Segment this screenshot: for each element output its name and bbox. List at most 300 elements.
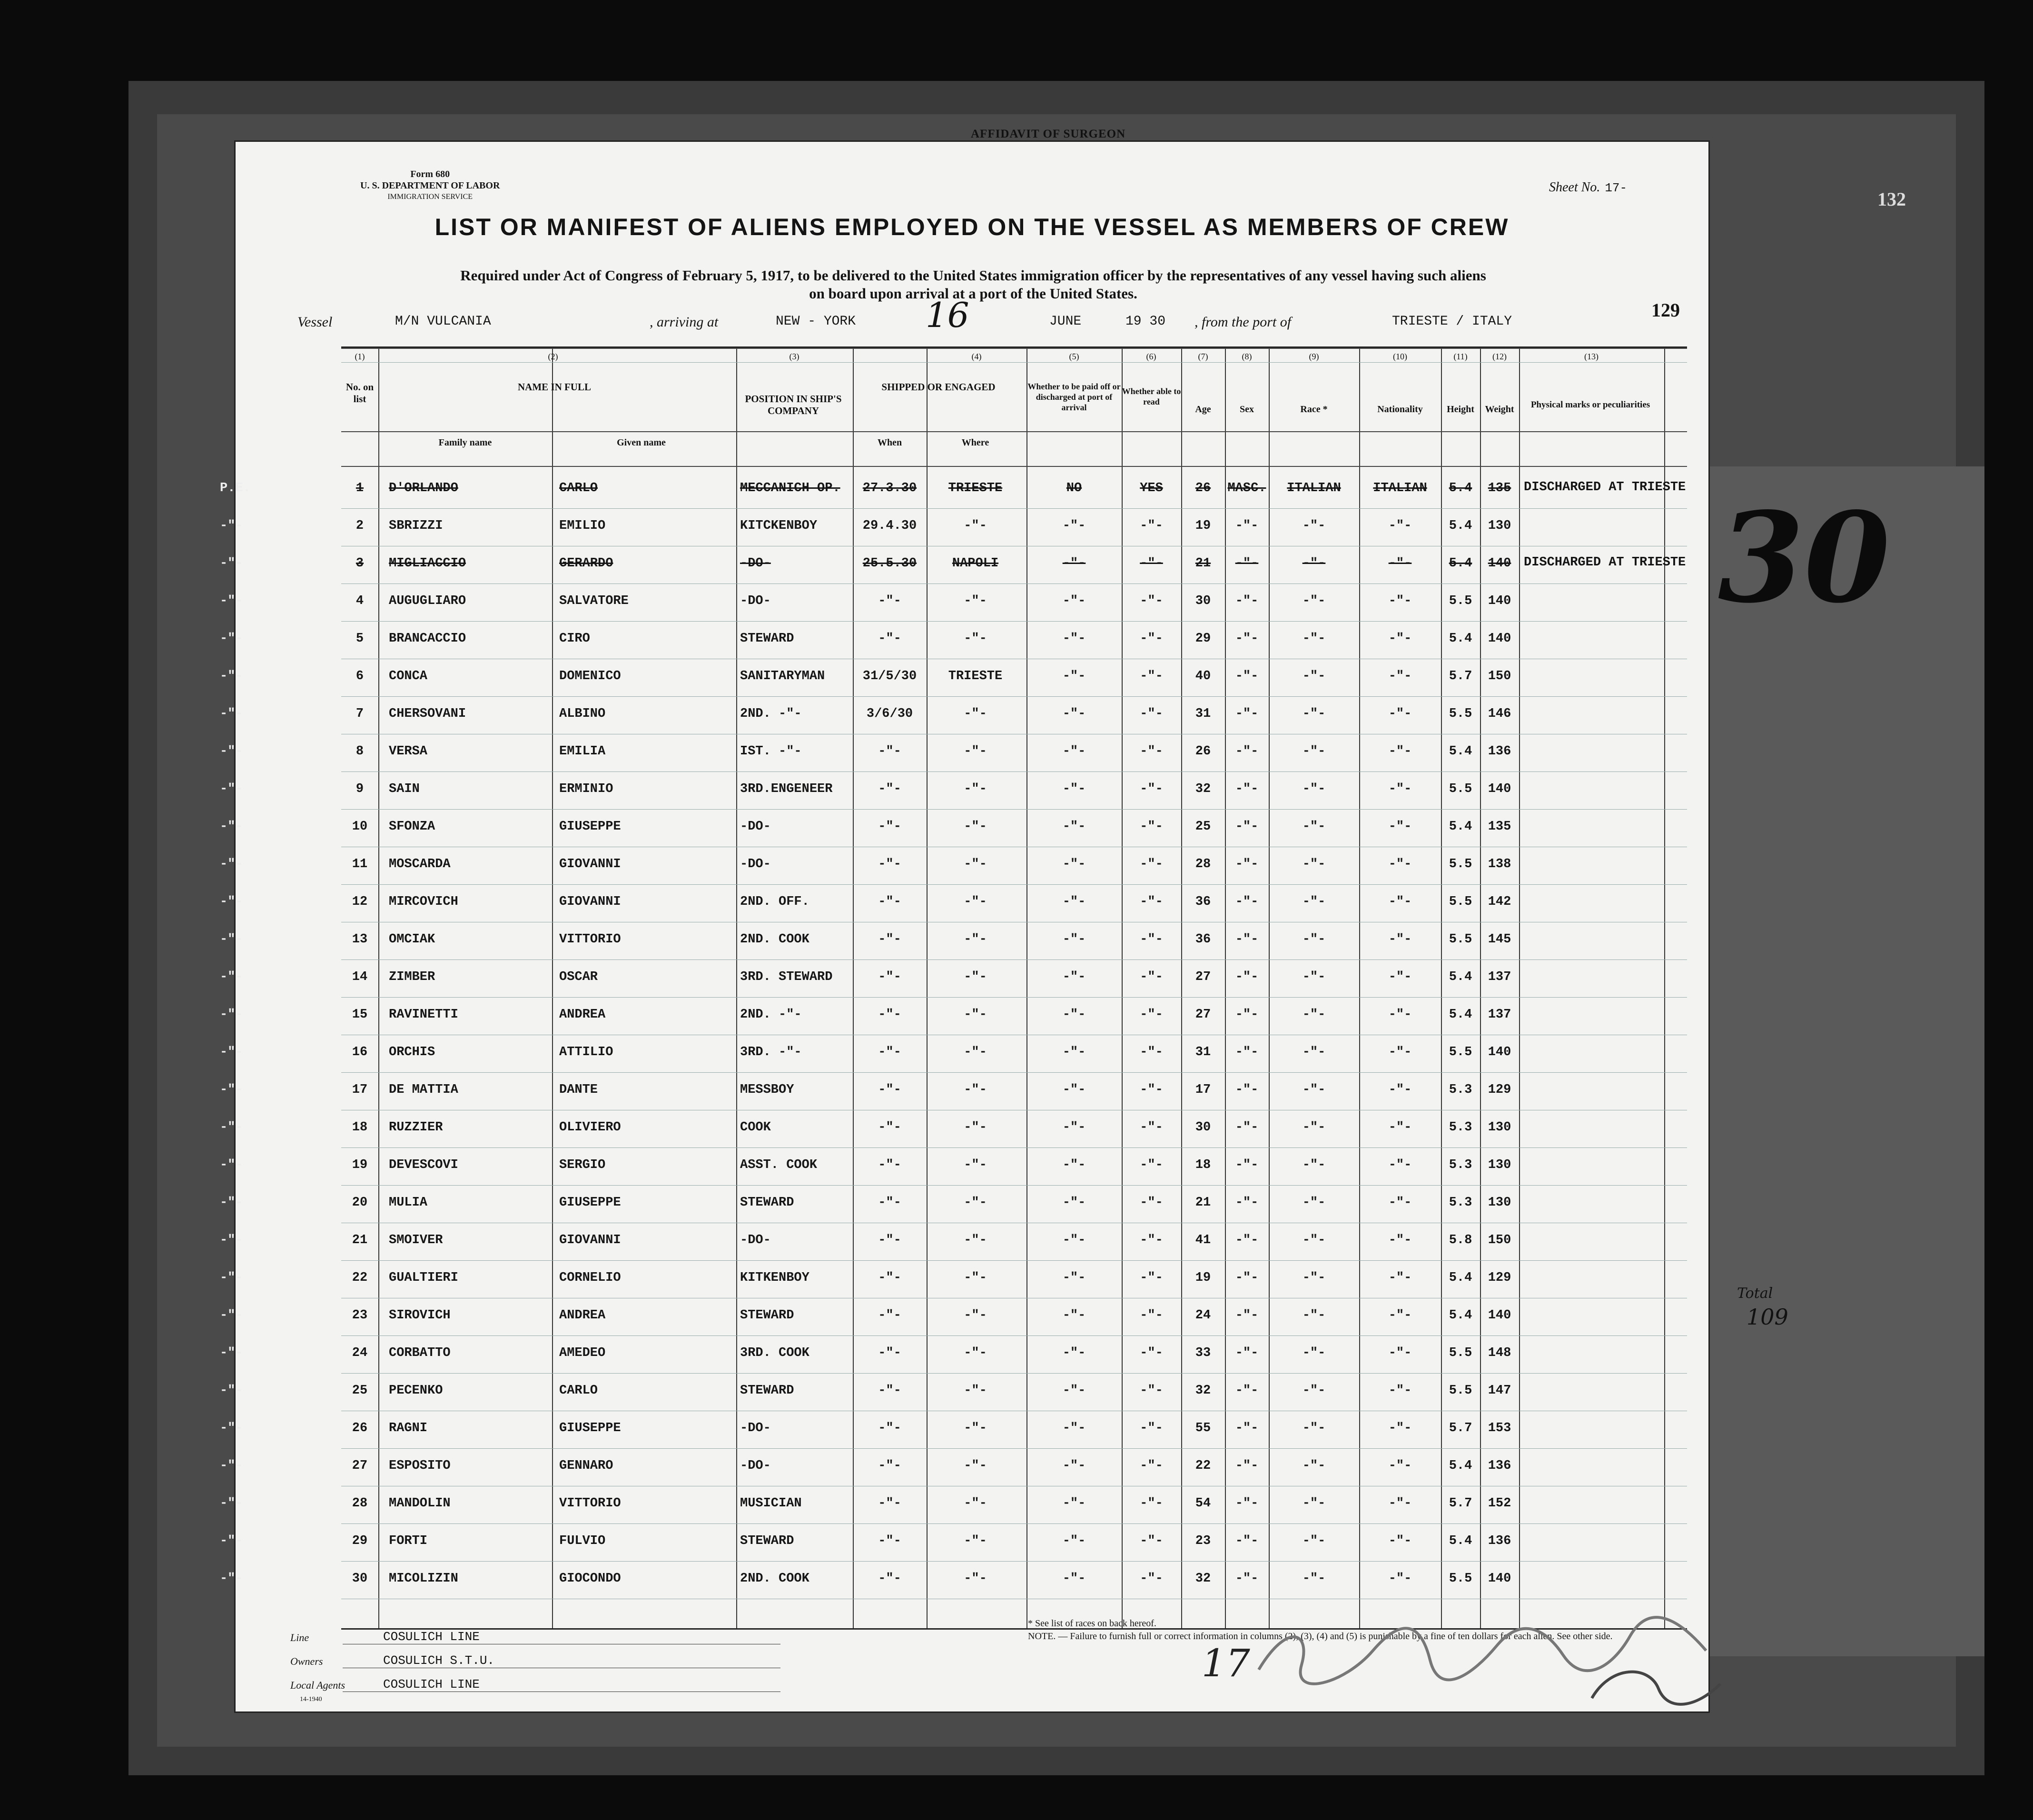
cell-height: 5.4 <box>1449 1534 1472 1548</box>
cell-nationality: -"- <box>1388 970 1412 984</box>
cell-no: 10 <box>352 820 368 834</box>
row-rule <box>341 1373 1687 1374</box>
row-marker: -"- <box>220 1008 243 1022</box>
cell-position: STEWARD <box>740 632 794 646</box>
header-race: Race * <box>1300 404 1328 415</box>
cell-read: -"- <box>1140 1346 1163 1360</box>
cell-when: -"- <box>878 1384 901 1398</box>
cell-weight: 140 <box>1488 1045 1511 1059</box>
cell-age: 18 <box>1195 1158 1211 1172</box>
cell-given: SALVATORE <box>559 594 629 608</box>
cell-race: -"- <box>1302 707 1326 721</box>
cell-where: -"- <box>964 1346 987 1360</box>
total-label: Total <box>1737 1285 1773 1302</box>
cell-age: 27 <box>1195 1008 1211 1022</box>
header-rule <box>341 431 1687 432</box>
cell-position: KITCKENBOY <box>740 519 818 533</box>
cell-nationality: -"- <box>1388 1158 1412 1172</box>
cell-when: -"- <box>878 782 901 796</box>
cell-where: -"- <box>964 782 987 796</box>
cell-where: -"- <box>964 932 987 947</box>
column-divider <box>1181 348 1182 1628</box>
cell-position: -DO- <box>740 1421 771 1435</box>
cell-age: 21 <box>1195 556 1211 571</box>
cell-nationality: -"- <box>1388 1196 1412 1210</box>
cell-given: DOMENICO <box>559 669 621 683</box>
cell-given: EMILIA <box>559 744 606 759</box>
cell-race: -"- <box>1302 744 1326 759</box>
row-rule <box>341 997 1687 998</box>
header-able-to-read: Whether able to read <box>1122 386 1181 406</box>
cell-paid: -"- <box>1062 1233 1086 1247</box>
cell-when: 25.5.30 <box>862 556 917 571</box>
form-number: Form 680 <box>410 169 450 179</box>
cell-given: VITTORIO <box>559 1496 621 1511</box>
cell-where: -"- <box>964 1158 987 1172</box>
cell-no: 24 <box>352 1346 368 1360</box>
cell-when: -"- <box>878 744 901 759</box>
cell-family: ZIMBER <box>389 970 435 984</box>
cell-height: 5.7 <box>1449 669 1472 683</box>
cell-no: 6 <box>355 669 364 683</box>
cell-weight: 135 <box>1488 481 1511 495</box>
cell-race: -"- <box>1302 519 1326 533</box>
cell-race: -"- <box>1302 970 1326 984</box>
cell-when: -"- <box>878 1459 901 1473</box>
cell-where: TRIESTE <box>948 669 1003 683</box>
cell-when: 31/5/30 <box>862 669 917 683</box>
row-marker: -"- <box>220 1158 243 1172</box>
cell-family: SAIN <box>389 782 420 796</box>
cell-race: -"- <box>1302 932 1326 947</box>
cell-family: RAGNI <box>389 1421 428 1435</box>
cell-age: 19 <box>1195 519 1211 533</box>
cell-read: -"- <box>1140 1196 1163 1210</box>
cell-where: -"- <box>964 1308 987 1323</box>
cell-nationality: -"- <box>1388 707 1412 721</box>
cell-nationality: -"- <box>1388 556 1412 571</box>
cell-paid: -"- <box>1062 669 1086 683</box>
row-rule <box>341 696 1687 697</box>
cell-read: -"- <box>1140 1045 1163 1059</box>
row-rule <box>341 1147 1687 1148</box>
header-rule <box>341 348 1687 349</box>
cell-nationality: ITALIAN <box>1373 481 1427 495</box>
cell-family: SBRIZZI <box>389 519 443 533</box>
from-label: , from the port of <box>1194 314 1292 330</box>
cell-age: 26 <box>1195 481 1211 495</box>
subtitle-line-1: Required under Act of Congress of February 5, 1917, to be delivered to the United States immigration officer by the representatives of any vessel having such aliens <box>460 267 1486 284</box>
cell-nationality: -"- <box>1388 1421 1412 1435</box>
cell-height: 5.4 <box>1449 970 1472 984</box>
cell-weight: 130 <box>1488 519 1511 533</box>
cell-nationality: -"- <box>1388 1308 1412 1323</box>
cell-when: -"- <box>878 1346 901 1360</box>
cell-paid: -"- <box>1062 632 1086 646</box>
row-rule <box>341 959 1687 960</box>
cell-height: 5.5 <box>1449 895 1472 909</box>
cell-paid: -"- <box>1062 1045 1086 1059</box>
cell-nationality: -"- <box>1388 1271 1412 1285</box>
cell-where: -"- <box>964 744 987 759</box>
cell-read: -"- <box>1140 1308 1163 1323</box>
cell-sex: -"- <box>1235 1346 1259 1360</box>
cell-where: -"- <box>964 1083 987 1097</box>
sheet-number <box>1549 180 1627 195</box>
column-divider <box>1519 348 1520 1628</box>
cell-family: CORBATTO <box>389 1346 451 1360</box>
cell-where: -"- <box>964 1572 987 1586</box>
cell-age: 54 <box>1195 1496 1211 1511</box>
cell-given: OLIVIERO <box>559 1120 621 1135</box>
header-given-name: Given name <box>617 437 666 448</box>
cell-weight: 136 <box>1488 1459 1511 1473</box>
column-divider <box>1269 348 1270 1628</box>
cell-height: 5.5 <box>1449 782 1472 796</box>
cell-position: 2ND. -"- <box>740 1008 802 1022</box>
cell-sex: -"- <box>1235 782 1259 796</box>
column-number: (5) <box>1069 352 1079 361</box>
cell-nationality: -"- <box>1388 519 1412 533</box>
cell-paid: -"- <box>1062 744 1086 759</box>
cell-sex: -"- <box>1235 895 1259 909</box>
cell-when: -"- <box>878 1045 901 1059</box>
cell-height: 5.4 <box>1449 1308 1472 1323</box>
cell-given: ALBINO <box>559 707 606 721</box>
column-number: (1) <box>355 352 365 361</box>
cell-family: CHERSOVANI <box>389 707 466 721</box>
cell-race: -"- <box>1302 1496 1326 1511</box>
cell-age: 17 <box>1195 1083 1211 1097</box>
cell-family: MOSCARDA <box>389 857 451 871</box>
cell-no: 7 <box>355 707 364 721</box>
cell-sex: -"- <box>1235 1271 1259 1285</box>
cell-position: SANITARYMAN <box>740 669 825 683</box>
owners-label: Owners <box>290 1655 323 1667</box>
column-divider <box>927 348 928 1628</box>
cell-when: -"- <box>878 594 901 608</box>
cell-age: 33 <box>1195 1346 1211 1360</box>
arriving-port: NEW - YORK <box>776 314 856 329</box>
cell-race: -"- <box>1302 1158 1326 1172</box>
cell-read: -"- <box>1140 1459 1163 1473</box>
cell-weight: 136 <box>1488 744 1511 759</box>
footer-line <box>290 1630 480 1644</box>
cell-sex: -"- <box>1235 1421 1259 1435</box>
cell-age: 31 <box>1195 1045 1211 1059</box>
cell-nationality: -"- <box>1388 1534 1412 1548</box>
cell-age: 31 <box>1195 707 1211 721</box>
cell-paid: -"- <box>1062 820 1086 834</box>
owners-value: COSULICH S.T.U. <box>383 1653 495 1668</box>
cell-where: -"- <box>964 1008 987 1022</box>
cell-sex: -"- <box>1235 1083 1259 1097</box>
cell-when: -"- <box>878 857 901 871</box>
races-note: * See list of races on back hereof. <box>1028 1618 1156 1629</box>
cell-position: 2ND. COOK <box>740 1572 809 1586</box>
header-rule <box>341 362 1687 363</box>
row-rule <box>341 1561 1687 1562</box>
cell-read: -"- <box>1140 1083 1163 1097</box>
cell-paid: -"- <box>1062 519 1086 533</box>
cell-when: -"- <box>878 1008 901 1022</box>
cell-nationality: -"- <box>1388 857 1412 871</box>
column-number: (11) <box>1453 352 1468 361</box>
cell-sex: -"- <box>1235 1196 1259 1210</box>
cell-weight: 146 <box>1488 707 1511 721</box>
cell-when: -"- <box>878 1196 901 1210</box>
cell-race: -"- <box>1302 1120 1326 1135</box>
cell-where: -"- <box>964 1120 987 1135</box>
row-marker: -"- <box>220 1045 243 1059</box>
cell-given: OSCAR <box>559 970 598 984</box>
cell-age: 32 <box>1195 782 1211 796</box>
row-marker: -"- <box>220 707 243 721</box>
cell-given: GIOVANNI <box>559 895 621 909</box>
subtitle <box>331 267 1616 303</box>
cell-weight: 130 <box>1488 1120 1511 1135</box>
form-code: 14-1940 <box>300 1696 322 1703</box>
cell-when: -"- <box>878 1271 901 1285</box>
cell-read: -"- <box>1140 707 1163 721</box>
cell-family: PECENKO <box>389 1384 443 1398</box>
cell-given: CORNELIO <box>559 1271 621 1285</box>
cell-height: 5.5 <box>1449 1045 1472 1059</box>
header-name-in-full: NAME IN FULL <box>517 381 591 393</box>
cell-when: -"- <box>878 1496 901 1511</box>
margin-handwritten-number: 30 <box>1718 485 1890 631</box>
cell-nationality: -"- <box>1388 1045 1412 1059</box>
cell-read: -"- <box>1140 1421 1163 1435</box>
cell-paid: -"- <box>1062 594 1086 608</box>
cell-nationality: -"- <box>1388 1008 1412 1022</box>
column-number: (6) <box>1146 352 1156 361</box>
cell-given: ATTILIO <box>559 1045 613 1059</box>
cell-race: -"- <box>1302 782 1326 796</box>
cell-race: -"- <box>1302 895 1326 909</box>
row-rule <box>341 1448 1687 1449</box>
cell-nationality: -"- <box>1388 1572 1412 1586</box>
cell-position: 3RD. COOK <box>740 1346 809 1360</box>
row-marker: -"- <box>220 895 243 909</box>
cell-given: AMEDEO <box>559 1346 606 1360</box>
cell-when: -"- <box>878 1421 901 1435</box>
cell-sex: -"- <box>1235 1534 1259 1548</box>
cell-age: 22 <box>1195 1459 1211 1473</box>
row-marker: -"- <box>220 1308 243 1323</box>
cell-age: 32 <box>1195 1572 1211 1586</box>
cell-position: IST. -"- <box>740 744 802 759</box>
cell-paid: -"- <box>1062 782 1086 796</box>
cell-race: -"- <box>1302 1196 1326 1210</box>
cell-nationality: -"- <box>1388 820 1412 834</box>
row-rule <box>341 1072 1687 1073</box>
column-divider <box>1225 348 1226 1628</box>
column-number: (12) <box>1492 352 1507 361</box>
column-number: (13) <box>1584 352 1599 361</box>
cell-read: -"- <box>1140 1120 1163 1135</box>
cell-nationality: -"- <box>1388 1384 1412 1398</box>
sheet-label: Sheet No. <box>1549 180 1600 195</box>
cell-weight: 140 <box>1488 632 1511 646</box>
cell-no: 18 <box>352 1120 368 1135</box>
cell-weight: 140 <box>1488 1308 1511 1323</box>
cell-weight: 140 <box>1488 1572 1511 1586</box>
cell-position: -DO- <box>740 1233 771 1247</box>
cell-given: DANTE <box>559 1083 598 1097</box>
cell-family: SMOIVER <box>389 1233 443 1247</box>
cell-family: ESPOSITO <box>389 1459 451 1473</box>
cell-weight: 142 <box>1488 895 1511 909</box>
cell-read: -"- <box>1140 632 1163 646</box>
cell-family: ORCHIS <box>389 1045 435 1059</box>
column-number: (10) <box>1393 352 1407 361</box>
cell-where: -"- <box>964 857 987 871</box>
cell-given: ANDREA <box>559 1308 606 1323</box>
cell-age: 26 <box>1195 744 1211 759</box>
cell-no: 17 <box>352 1083 368 1097</box>
cell-no: 16 <box>352 1045 368 1059</box>
cell-sex: -"- <box>1235 970 1259 984</box>
cell-where: NAPOLI <box>952 556 999 571</box>
cell-paid: -"- <box>1062 1120 1086 1135</box>
row-rule <box>341 884 1687 885</box>
cell-family: DE MATTIA <box>389 1083 458 1097</box>
row-rule <box>341 1335 1687 1336</box>
cell-position: MESSBOY <box>740 1083 794 1097</box>
cell-paid: -"- <box>1062 1496 1086 1511</box>
cell-sex: -"- <box>1235 669 1259 683</box>
cell-when: -"- <box>878 1308 901 1323</box>
cell-when: -"- <box>878 970 901 984</box>
cell-sex: -"- <box>1235 744 1259 759</box>
cell-when: -"- <box>878 1158 901 1172</box>
column-divider <box>853 348 854 1628</box>
cell-given: VITTORIO <box>559 932 621 947</box>
cell-family: SIROVICH <box>389 1308 451 1323</box>
column-divider <box>1359 348 1360 1628</box>
cell-family: RAVINETTI <box>389 1008 458 1022</box>
cell-race: -"- <box>1302 669 1326 683</box>
row-rule <box>341 508 1687 509</box>
cell-race: -"- <box>1302 632 1326 646</box>
cell-height: 5.8 <box>1449 1233 1472 1247</box>
cell-read: YES <box>1140 481 1163 495</box>
header-where: Where <box>961 437 989 448</box>
header-paid-off: Whether to be paid off or discharged at port of arrival <box>1027 382 1121 412</box>
cell-weight: 137 <box>1488 970 1511 984</box>
agents-value: COSULICH LINE <box>383 1677 480 1691</box>
cell-where: -"- <box>964 1534 987 1548</box>
cell-height: 5.4 <box>1449 632 1472 646</box>
cell-race: -"- <box>1302 1572 1326 1586</box>
cell-sex: -"- <box>1235 1572 1259 1586</box>
cell-position: MUSICIAN <box>740 1496 802 1511</box>
cell-weight: 136 <box>1488 1534 1511 1548</box>
cell-read: -"- <box>1140 1534 1163 1548</box>
cell-paid: -"- <box>1062 707 1086 721</box>
header-when: When <box>877 437 902 448</box>
cell-read: -"- <box>1140 556 1163 571</box>
cell-sex: -"- <box>1235 857 1259 871</box>
row-marker: -"- <box>220 1534 243 1548</box>
cell-no: 13 <box>352 932 368 947</box>
footer-agents <box>290 1677 480 1691</box>
cell-race: -"- <box>1302 820 1326 834</box>
cell-where: -"- <box>964 970 987 984</box>
cell-age: 55 <box>1195 1421 1211 1435</box>
row-marker: -"- <box>220 1496 243 1511</box>
cell-no: 14 <box>352 970 368 984</box>
cell-no: 21 <box>352 1233 368 1247</box>
cell-position: 2ND. -"- <box>740 707 802 721</box>
cell-race: -"- <box>1302 1233 1326 1247</box>
cell-nationality: -"- <box>1388 1496 1412 1511</box>
cell-read: -"- <box>1140 820 1163 834</box>
cell-no: 23 <box>352 1308 368 1323</box>
cell-family: OMCIAK <box>389 932 435 947</box>
row-marker: -"- <box>220 632 243 646</box>
cell-nationality: -"- <box>1388 932 1412 947</box>
line-value: COSULICH LINE <box>383 1630 480 1644</box>
row-marker: -"- <box>220 1271 243 1285</box>
cell-race: -"- <box>1302 1008 1326 1022</box>
cell-remark: DISCHARGED AT TRIESTE <box>1524 480 1686 495</box>
cell-race: -"- <box>1302 1308 1326 1323</box>
cell-race: ITALIAN <box>1287 481 1341 495</box>
cell-family: CONCA <box>389 669 428 683</box>
cell-given: GENNARO <box>559 1459 613 1473</box>
cell-no: 5 <box>355 632 364 646</box>
line-label: Line <box>290 1632 309 1643</box>
cell-family: AUGUGLIARO <box>389 594 466 608</box>
cell-family: SFONZA <box>389 820 435 834</box>
cell-position: -DO- <box>740 857 771 871</box>
cell-race: -"- <box>1302 1083 1326 1097</box>
cell-position: STEWARD <box>740 1308 794 1323</box>
cell-where: -"- <box>964 1459 987 1473</box>
column-divider <box>1026 348 1027 1628</box>
cell-read: -"- <box>1140 1233 1163 1247</box>
cell-family: BRANCACCIO <box>389 632 466 646</box>
cell-when: -"- <box>878 1233 901 1247</box>
cell-position: 3RD. STEWARD <box>740 970 833 984</box>
column-divider <box>1480 348 1481 1628</box>
column-divider <box>1122 348 1123 1628</box>
cell-where: -"- <box>964 895 987 909</box>
cell-age: 21 <box>1195 1196 1211 1210</box>
cell-where: -"- <box>964 1045 987 1059</box>
cell-no: 2 <box>355 519 364 533</box>
from-port: TRIESTE / ITALY <box>1392 314 1512 329</box>
cell-age: 28 <box>1195 857 1211 871</box>
cell-given: GIOCONDO <box>559 1572 621 1586</box>
column-number: (3) <box>789 352 799 361</box>
cell-sex: -"- <box>1235 594 1259 608</box>
row-rule <box>341 1185 1687 1186</box>
cell-position: ASST. COOK <box>740 1158 818 1172</box>
cell-paid: -"- <box>1062 1008 1086 1022</box>
cell-sex: -"- <box>1235 1459 1259 1473</box>
cell-sex: -"- <box>1235 1120 1259 1135</box>
column-number: (4) <box>971 352 982 361</box>
cell-height: 5.5 <box>1449 1572 1472 1586</box>
cell-when: 29.4.30 <box>862 519 917 533</box>
cell-age: 40 <box>1195 669 1211 683</box>
cell-when: -"- <box>878 1572 901 1586</box>
cell-nationality: -"- <box>1388 669 1412 683</box>
cell-no: 9 <box>355 782 364 796</box>
